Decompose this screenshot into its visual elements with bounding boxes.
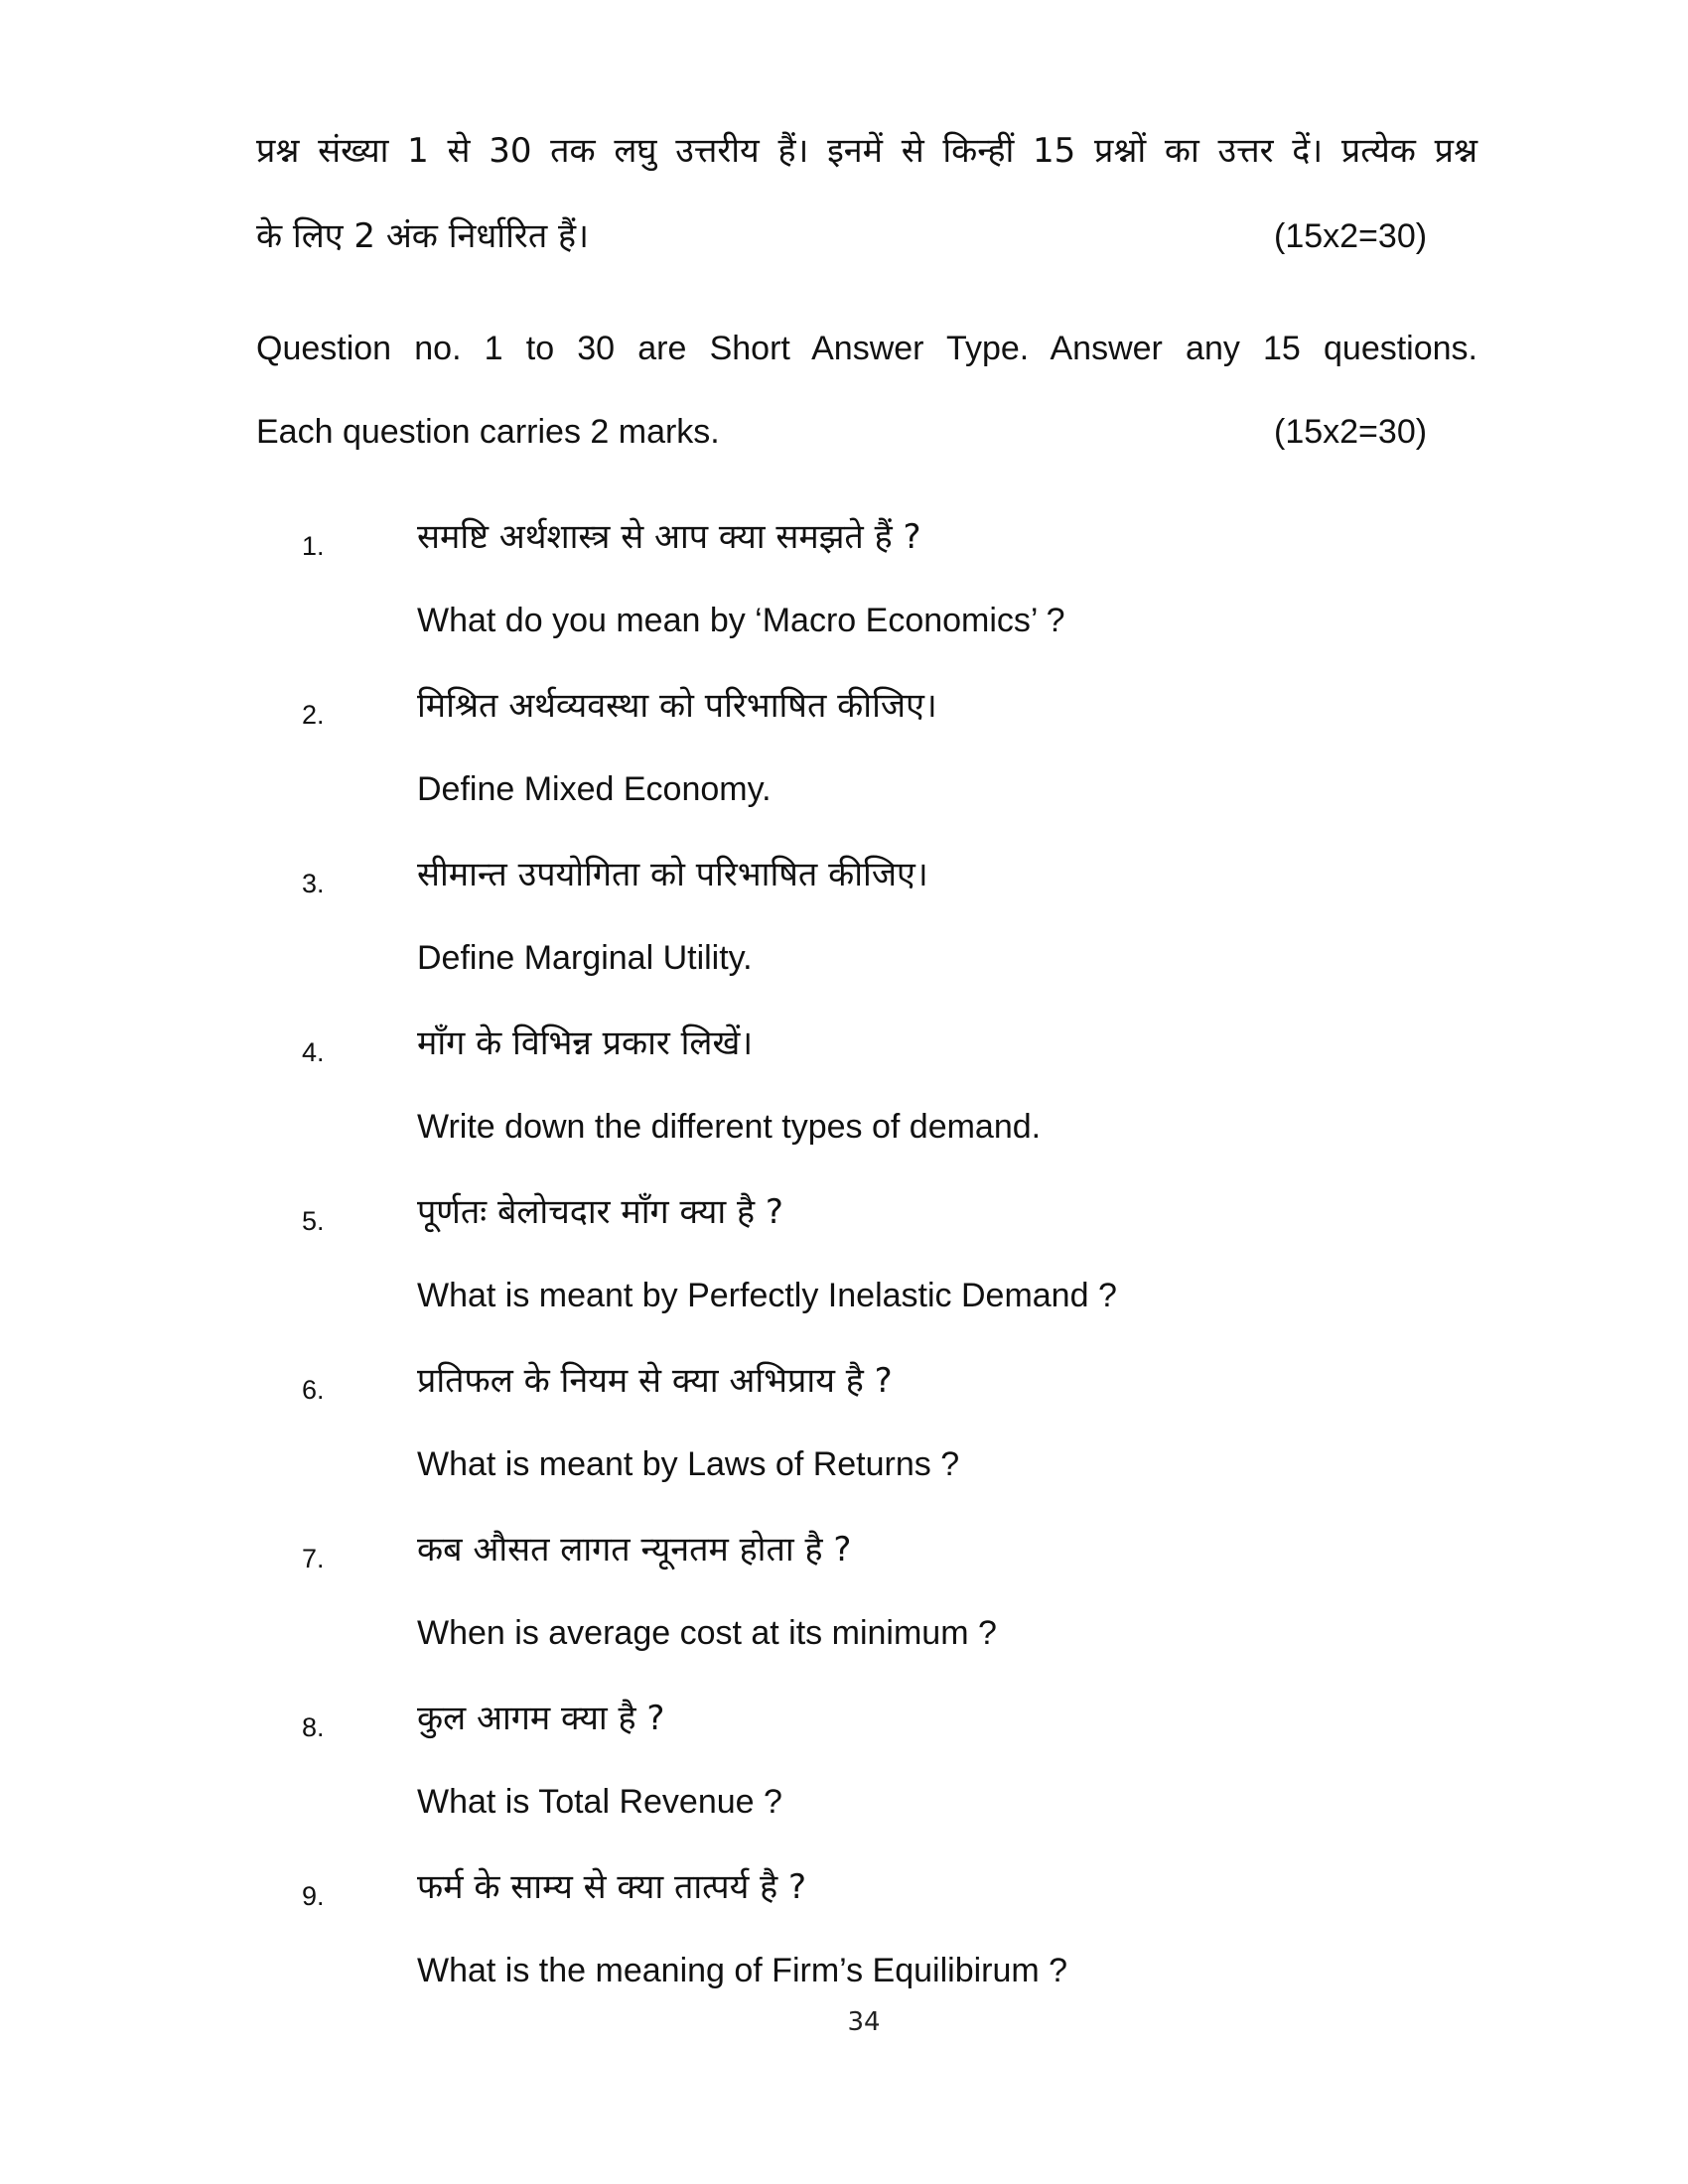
question-text-hindi: कुल आगम क्या है ? — [417, 1699, 665, 1738]
question-text-english: What do you mean by ‘Macro Economics’ ? — [417, 602, 1065, 639]
question-number: 3. — [302, 869, 325, 898]
question-item — [0, 854, 1688, 993]
question-text-hindi: मिश्रित अर्थव्यवस्था को परिभाषित कीजिए। — [417, 686, 937, 726]
question-number: 4. — [302, 1037, 325, 1067]
question-text-english: Define Marginal Utility. — [417, 939, 753, 977]
question-item — [0, 1360, 1688, 1499]
question-text-english: What is meant by Perfectly Inelastic Demand ? — [417, 1277, 1117, 1314]
question-text-english: When is average cost at its minimum ? — [417, 1614, 997, 1652]
question-text-hindi: पूर्णतः बेलोचदार माँग क्या है ? — [417, 1192, 783, 1232]
hindi-marks-allocation: (15x2=30) — [1274, 217, 1428, 255]
question-number: 5. — [302, 1206, 325, 1236]
english-instruction-line-1: Question no. 1 to 30 are Short Answer Type. Answer any 15 questions. — [256, 330, 1477, 367]
question-item — [0, 1698, 1688, 1837]
question-text-english: What is the meaning of Firm’s Equilibirum ? — [417, 1952, 1068, 1989]
question-text-english: Write down the different types of demand. — [417, 1108, 1042, 1146]
question-number: 1. — [302, 531, 325, 561]
question-number: 6. — [302, 1375, 325, 1405]
question-text-hindi: माँग के विभिन्न प्रकार लिखें। — [417, 1024, 754, 1063]
question-item — [0, 1866, 1688, 2005]
hindi-instructions — [256, 131, 1477, 256]
question-text-english: Define Mixed Economy. — [417, 770, 772, 808]
question-item — [0, 1191, 1688, 1330]
question-item — [0, 516, 1688, 655]
question-number: 8. — [302, 1712, 325, 1742]
page-number: 34 — [847, 2007, 881, 2037]
question-text-hindi: सीमान्त उपयोगिता को परिभाषित कीजिए। — [417, 855, 928, 894]
english-instruction-line-2: Each question carries 2 marks. — [256, 413, 720, 451]
question-text-english: What is meant by Laws of Returns ? — [417, 1445, 960, 1483]
question-number: 9. — [302, 1881, 325, 1911]
question-text-english: What is Total Revenue ? — [417, 1783, 782, 1821]
english-instructions — [256, 329, 1477, 452]
question-item — [0, 1023, 1688, 1161]
question-text-hindi: समष्टि अर्थशास्त्र से आप क्या समझते हैं ? — [417, 517, 921, 557]
question-text-hindi: फर्म के साम्य से क्या तात्पर्य है ? — [417, 1867, 807, 1907]
question-number: 7. — [302, 1544, 325, 1573]
question-number: 2. — [302, 700, 325, 730]
question-item — [0, 1529, 1688, 1668]
question-item — [0, 685, 1688, 824]
english-marks-allocation: (15x2=30) — [1274, 413, 1428, 451]
question-text-hindi: प्रतिफल के नियम से क्या अभिप्राय है ? — [417, 1361, 893, 1401]
hindi-instruction-line-1: प्रश्न संख्या 1 से 30 तक लघु उत्तरीय हैं। इनमें से किन्हीं 15 प्रश्नों का उत्तर दें। प्रत्येक प्रश्न — [256, 131, 1477, 171]
hindi-instruction-line-2: के लिए 2 अंक निर्धारित हैं। — [256, 216, 589, 256]
question-text-hindi: कब औसत लागत न्यूनतम होता है ? — [417, 1530, 852, 1570]
